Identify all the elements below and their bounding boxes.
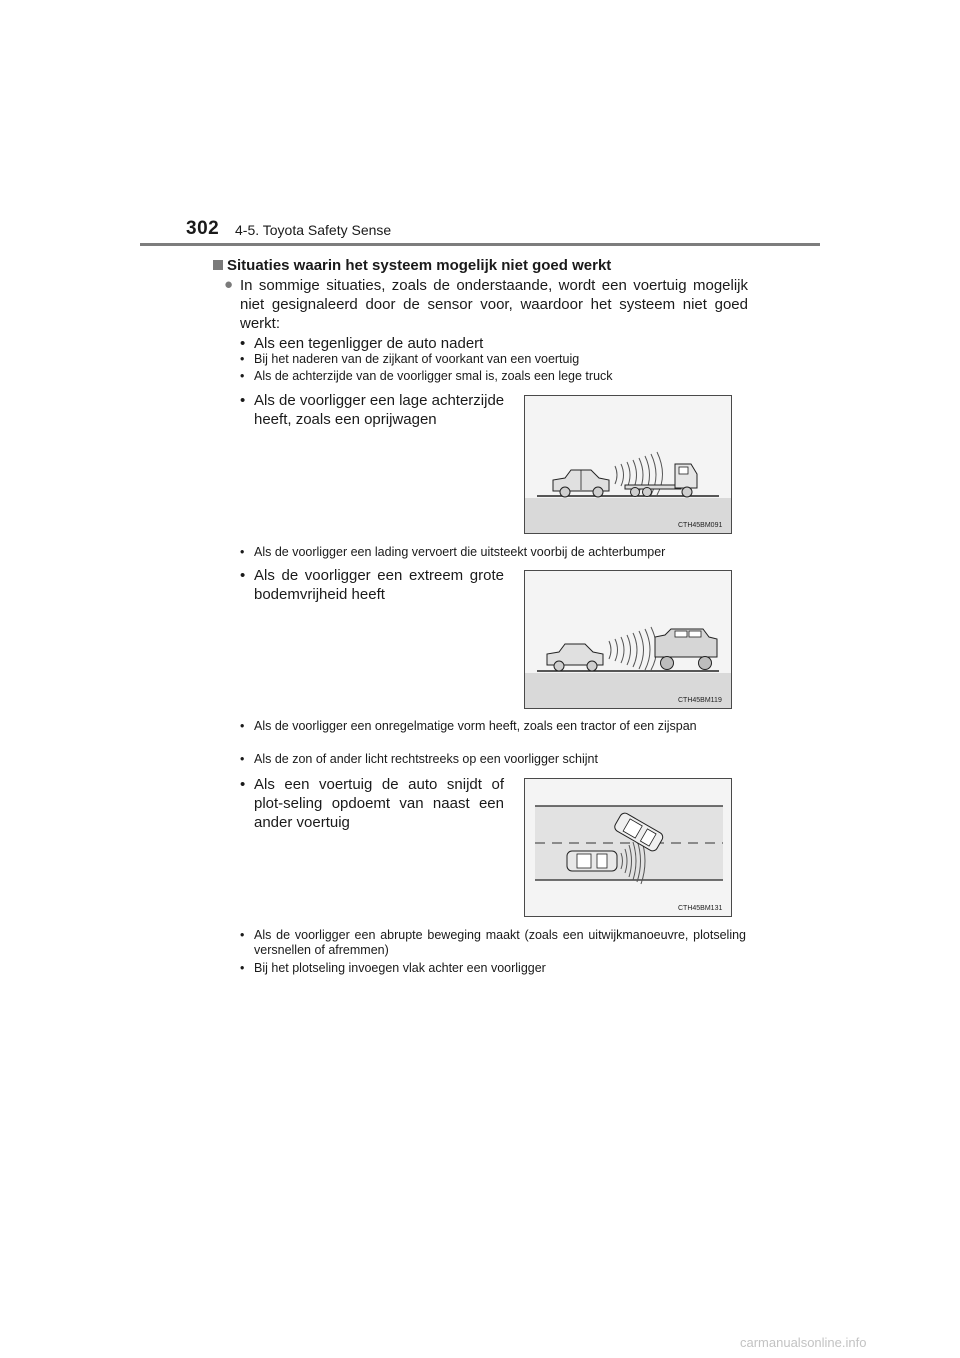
- list-item: • Als de achterzijde van de voorligger smal is, zoals een lege truck: [240, 369, 613, 383]
- list-item: • Als de voorligger een lage achterzijde heeft, zoals een oprijwagen: [240, 392, 505, 428]
- heading-text: Situaties waarin het systeem mogelijk niet goed werkt: [227, 257, 612, 274]
- list-item: • Als de voorligger een extreem grote bodemvrijheid heeft: [240, 567, 504, 603]
- list-item: • Bij het plotseling invoegen vlak achter een voorligger: [240, 961, 546, 975]
- section-title: 4-5. Toyota Safety Sense: [235, 222, 392, 238]
- watermark: carmanualsonline.info: [740, 1335, 867, 1350]
- intro-paragraph: In sommige situaties, zoals de onderstaande, wordt een voertuig mogelijk niet gesignaleerd door de sensor voor, waardoor het systeem niet goed werkt:: [240, 277, 748, 332]
- header-rule: [140, 243, 820, 246]
- circle-bullet-icon: ●: [224, 276, 234, 293]
- figure-code: CTH45BM091: [678, 522, 723, 529]
- figure-code: CTH45BM119: [678, 697, 722, 704]
- figure-flatbed: [524, 395, 732, 534]
- list-item: • Als de voorligger een abrupte beweging maakt (zoals een uitwijkmanoeuvre, plotseling versnellen of afremmen): [240, 928, 746, 957]
- figure-high-clearance: [524, 570, 732, 709]
- list-item: • Als de zon of ander licht rechtstreeks op een voorligger schijnt: [240, 752, 598, 766]
- list-item: • Als de voorligger een lading vervoert die uitsteekt voorbij de achterbumper: [240, 545, 666, 559]
- list-item: • Als een voertuig de auto snijdt of plot-seling opdoemt van naast een ander voertuig: [240, 776, 504, 831]
- list-item: • Bij het naderen van de zijkant of voorkant van een voertuig: [240, 352, 580, 366]
- page-number: 302: [186, 218, 220, 239]
- figure-code: CTH45BM131: [678, 905, 723, 912]
- section-heading: [213, 257, 611, 274]
- figure-cut-in: [524, 778, 732, 917]
- square-bullet-icon: [213, 260, 223, 270]
- list-item: • Als de voorligger een onregelmatige vorm heeft, zoals een tractor of een zijspan: [240, 719, 697, 733]
- list-item: • Als een tegenligger de auto nadert: [240, 335, 484, 352]
